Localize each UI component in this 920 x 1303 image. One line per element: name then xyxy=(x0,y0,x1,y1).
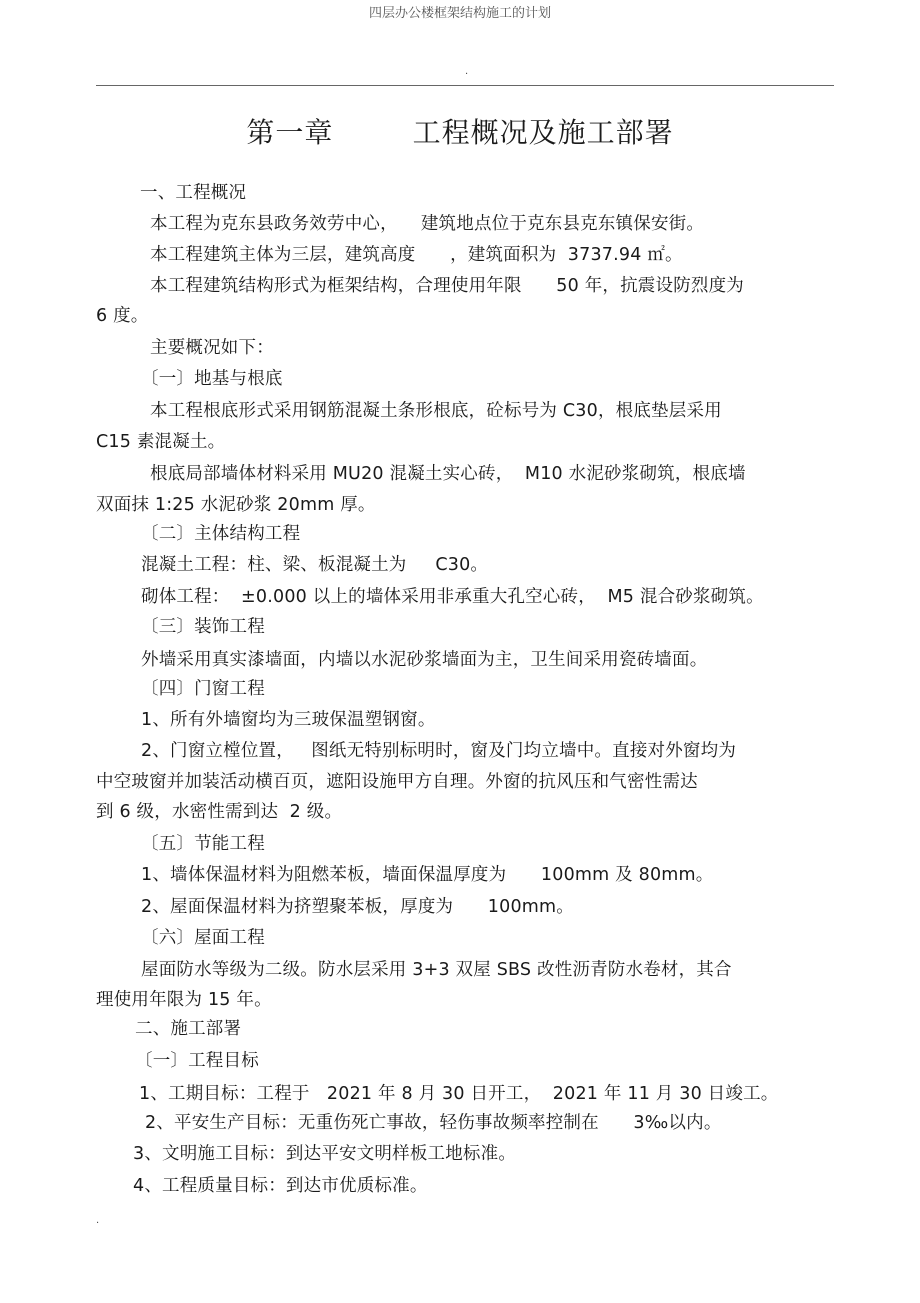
subsection-heading: 〔二〕主体结构工程 xyxy=(141,524,301,544)
paragraph-line: 外墙采用真实漆墙面，内墙以水泥砂浆墙面为主，卫生间采用瓷砖墙面。 xyxy=(141,650,708,670)
paragraph-line: 2、平安生产目标：无重伤死亡事故，轻伤事故频率控制在 3‰以内。 xyxy=(145,1113,722,1133)
subsection-heading: 〔五〕节能工程 xyxy=(141,834,265,854)
header-dot: . xyxy=(465,66,469,77)
footer-dot: . xyxy=(96,1215,100,1226)
running-header: 四层办公楼框架结构施工的计划 xyxy=(368,6,551,21)
paragraph-line: 6 度。 xyxy=(96,306,149,326)
paragraph-line: 4、工程质量目标：到达市优质标准。 xyxy=(133,1176,428,1196)
paragraph-line: 根底局部墙体材料采用 MU20 混凝土实心砖， M10 水泥砂浆砌筑，根底墙 xyxy=(150,464,746,484)
subsection-heading: 〔一〕地基与根底 xyxy=(141,369,283,389)
paragraph-line: 本工程为克东县政务效劳中心， 建筑地点位于克东县克东镇保安街。 xyxy=(150,214,705,234)
subsection-heading: 〔三〕装饰工程 xyxy=(141,617,265,637)
section-heading: 二、施工部署 xyxy=(135,1019,242,1039)
paragraph-line: 中空玻窗并加装活动横百页，遮阳设施甲方自理。外窗的抗风压和气密性需达 xyxy=(96,772,698,792)
paragraph-line: 3、文明施工目标：到达平安文明样板工地标准。 xyxy=(133,1144,517,1164)
paragraph-line: 屋面防水等级为二级。防水层采用 3+3 双屋 SBS 改性沥青防水卷材，其合 xyxy=(141,960,732,980)
paragraph-line: 本工程根底形式采用钢筋混凝土条形根底，砼标号为 C30，根底垫层采用 xyxy=(150,401,722,421)
subsection-heading: 〔一〕工程目标 xyxy=(135,1051,259,1071)
paragraph-line: 混凝土工程：柱、梁、板混凝土为 C30。 xyxy=(141,555,489,575)
paragraph-line: 到 6 级，水密性需到达 2 级。 xyxy=(96,802,343,822)
paragraph-line: 1、墙体保温材料为阻燃苯板，墙面保温厚度为 100mm 及 80mm。 xyxy=(141,865,714,885)
paragraph-line: 1、所有外墙窗均为三玻保温塑钢窗。 xyxy=(141,710,436,730)
paragraph-line: 2、屋面保温材料为挤塑聚苯板，厚度为 100mm。 xyxy=(141,897,575,917)
header-rule xyxy=(96,85,834,86)
paragraph-line: 本工程建筑结构形式为框架结构，合理使用年限 50 年，抗震设防烈度为 xyxy=(150,276,745,296)
paragraph-line: C15 素混凝土。 xyxy=(96,432,226,452)
paragraph-line: 2、门窗立樘位置， 图纸无特别标明时，窗及门均立墙中。直接对外窗均为 xyxy=(141,741,737,761)
chapter-title: 第一章 工程概况及施工部署 xyxy=(246,116,674,149)
paragraph-line: 砌体工程： ±0.000 以上的墙体采用非承重大孔空心砖， M5 混合砂浆砌筑。 xyxy=(141,587,764,607)
paragraph-line: 理使用年限为 15 年。 xyxy=(96,990,272,1010)
paragraph-line: 双面抹 1:25 水泥砂浆 20mm 厚。 xyxy=(96,495,376,515)
subsection-heading: 〔六〕屋面工程 xyxy=(141,928,265,948)
paragraph-line: 1、工期目标：工程于 2021 年 8 月 30 日开工， 2021 年 11 月 30 日竣工。 xyxy=(139,1084,779,1104)
paragraph-line: 本工程建筑主体为三层，建筑高度 ，建筑面积为 3737.94 ㎡。 xyxy=(150,245,683,265)
subsection-heading: 〔四〕门窗工程 xyxy=(141,679,265,699)
paragraph-line: 主要概况如下： xyxy=(150,338,274,358)
section-heading: 一、工程概况 xyxy=(140,183,247,203)
